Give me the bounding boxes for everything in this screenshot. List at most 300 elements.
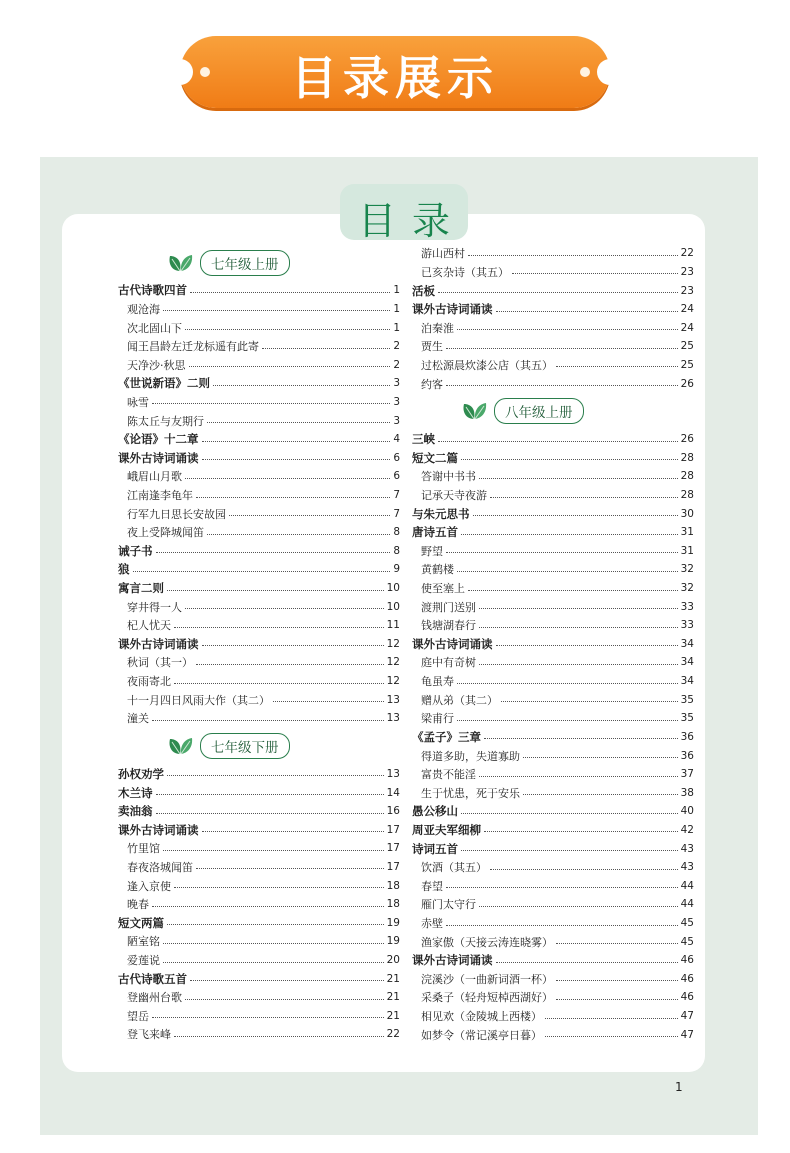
toc-entry-title: 爱莲说: [127, 954, 160, 968]
dot-leader: [167, 775, 384, 776]
toc-item-row[interactable]: [412, 970, 694, 989]
toc-chapter-row[interactable]: [118, 430, 400, 449]
toc-item-row[interactable]: [412, 932, 694, 951]
toc-entry-page: 13: [386, 767, 400, 780]
toc-entry-page: 33: [680, 600, 694, 613]
toc-entry-title: 诗词五首: [412, 841, 458, 856]
toc-item-row[interactable]: [412, 1025, 694, 1044]
toc-entry-page: 13: [386, 712, 400, 725]
toc-item-row[interactable]: [412, 579, 694, 598]
dot-leader: [479, 478, 678, 479]
dot-leader: [202, 645, 384, 646]
toc-entry-title: 游山西村: [421, 247, 465, 261]
toc-chapter-row[interactable]: [118, 969, 400, 988]
toc-item-row[interactable]: [412, 653, 694, 672]
toc-entry-title: 课外古诗词诵读: [412, 953, 493, 968]
toc-entry-title: 陋室铭: [127, 935, 160, 949]
toc-entry-title: 泊秦淮: [421, 321, 454, 335]
toc-entry-page: 46: [680, 991, 694, 1004]
dot-leader: [479, 664, 678, 665]
toc-item-row[interactable]: [118, 876, 400, 895]
dot-leader: [185, 478, 390, 479]
toc-entry-title: 卖油翁: [118, 804, 153, 819]
leaf-icon: [166, 252, 196, 274]
toc-entry-page: 23: [680, 265, 694, 278]
toc-entry-page: 28: [680, 489, 694, 501]
dot-leader: [556, 943, 678, 944]
dot-leader: [156, 813, 384, 814]
toc-item-row[interactable]: [118, 858, 400, 877]
dot-leader: [438, 292, 678, 293]
toc-entry-title: 课外古诗词诵读: [118, 636, 199, 651]
toc-entry-title: 三峡: [412, 432, 435, 447]
toc-item-row[interactable]: [412, 914, 694, 933]
dot-leader: [213, 385, 390, 386]
toc-chapter-row[interactable]: [118, 635, 400, 654]
dot-leader: [438, 441, 678, 442]
dot-leader: [501, 701, 678, 702]
toc-entry-title: 周亚夫军细柳: [412, 822, 481, 837]
toc-entry-page: 19: [386, 935, 400, 948]
toc-entry-title: 秋词（其一）: [127, 656, 193, 670]
toc-entry-page: 12: [386, 637, 400, 650]
toc-entry-page: 3: [393, 395, 400, 408]
dot-leader: [207, 534, 390, 535]
toc-entry-page: 35: [680, 712, 694, 725]
dot-leader: [512, 273, 678, 274]
toc-item-row[interactable]: [118, 523, 400, 542]
toc-entry-title: 古代诗歌四首: [118, 283, 187, 298]
toc-entry-title: 潼关: [127, 712, 149, 726]
toc-entry-title: 渡荆门送别: [421, 600, 476, 614]
toc-item-row[interactable]: [412, 467, 694, 486]
dot-leader: [545, 1018, 678, 1019]
toc-chapter-row[interactable]: [412, 300, 694, 319]
dot-leader: [156, 552, 391, 553]
toc-entry-page: 18: [386, 898, 400, 911]
toc-entry-title: 江南逢李龟年: [127, 489, 193, 502]
toc-entry-page: 4: [393, 433, 400, 446]
grade-heading: [118, 244, 400, 281]
toc-entry-page: 25: [680, 340, 694, 353]
toc-entry-page: 44: [680, 879, 694, 892]
toc-entry-title: 课外古诗词诵读: [118, 822, 199, 837]
toc-entry-title: 答谢中书书: [421, 470, 476, 484]
dot-leader: [479, 776, 678, 777]
toc-entry-title: 活板: [412, 283, 435, 298]
toc-item-row[interactable]: [118, 1007, 400, 1026]
dot-leader: [174, 683, 384, 684]
toc-item-row[interactable]: [118, 895, 400, 914]
toc-item-row[interactable]: [412, 672, 694, 691]
toc-entry-page: 1: [393, 321, 400, 334]
dot-leader: [490, 869, 678, 870]
toc-entry-title: 课外古诗词诵读: [412, 636, 493, 651]
toc-chapter-row[interactable]: [412, 802, 694, 821]
toc-entry-title: 古代诗歌五首: [118, 971, 187, 986]
toc-chapter-row[interactable]: [412, 430, 694, 449]
toc-item-row[interactable]: [118, 988, 400, 1007]
toc-entry-page: 17: [386, 860, 400, 873]
dot-leader: [556, 980, 678, 981]
toc-entry-title: 十一月四日风雨大作（其二）: [127, 693, 270, 707]
dot-leader: [163, 850, 384, 851]
toc-entry-title: 观沧海: [127, 302, 160, 316]
dot-leader: [446, 348, 678, 349]
dot-leader: [556, 366, 678, 367]
toc-title-tab: [340, 184, 468, 243]
toc-chapter-row[interactable]: [412, 951, 694, 970]
header-banner: [180, 36, 610, 108]
dot-leader: [457, 720, 678, 721]
toc-entry-page: 13: [386, 693, 400, 706]
dot-leader: [446, 925, 678, 926]
toc-entry-title: 庭中有奇树: [421, 656, 476, 670]
toc-entry-title: 雁门太守行: [421, 898, 476, 912]
toc-chapter-row[interactable]: [118, 783, 400, 802]
toc-entry-title: 钱塘湖春行: [421, 619, 476, 633]
toc-entry-title: 梁甫行: [421, 712, 454, 726]
leaf-icon: [460, 400, 490, 422]
toc-item-row[interactable]: [412, 616, 694, 635]
toc-item-row[interactable]: [412, 858, 694, 877]
toc-entry-page: 43: [680, 861, 694, 874]
toc-item-row[interactable]: [118, 504, 400, 523]
toc-entry-title: 晚春: [127, 898, 149, 912]
toc-chapter-row[interactable]: [412, 523, 694, 542]
toc-item-row[interactable]: [412, 263, 694, 282]
toc-entry-page: 8: [393, 544, 400, 557]
toc-chapter-row[interactable]: [412, 504, 694, 523]
toc-entry-title: 诫子书: [118, 543, 153, 558]
dot-leader: [461, 850, 678, 851]
toc-entry-title: 约客: [421, 377, 443, 391]
toc-item-row[interactable]: [412, 709, 694, 728]
toc-entry-title: 唐诗五首: [412, 525, 458, 540]
dot-leader: [152, 906, 384, 907]
toc-entry-page: 1: [393, 302, 400, 315]
toc-entry-page: 45: [680, 935, 694, 948]
toc-entry-page: 26: [680, 377, 694, 390]
toc-entry-title: 课外古诗词诵读: [118, 450, 199, 465]
dot-leader: [461, 459, 678, 460]
toc-entry-page: 42: [680, 823, 694, 836]
toc-chapter-row[interactable]: [118, 820, 400, 839]
toc-item-row[interactable]: [412, 318, 694, 337]
toc-chapter-row[interactable]: [118, 448, 400, 467]
toc-item-row[interactable]: [412, 597, 694, 616]
toc-entry-page: 25: [680, 358, 694, 371]
toc-item-row[interactable]: [118, 355, 400, 374]
dot-leader: [167, 590, 384, 591]
toc-item-row[interactable]: [118, 337, 400, 356]
toc-entry-title: 陈太丘与友期行: [127, 414, 204, 428]
toc-item-row[interactable]: [118, 672, 400, 691]
toc-entry-title: 短文两篇: [118, 915, 164, 930]
toc-entry-page: 34: [680, 637, 694, 650]
dot-leader: [461, 534, 678, 535]
toc-item-row[interactable]: [412, 374, 694, 393]
toc-entry-title: 夜雨寄北: [127, 675, 171, 689]
toc-entry-page: 30: [680, 507, 694, 520]
toc-entry-title: 渔家傲（天接云涛连晓雾）: [421, 935, 553, 949]
toc-entry-page: 2: [393, 358, 400, 371]
toc-entry-title: 穿井得一人: [127, 600, 182, 614]
toc-item-row[interactable]: [118, 486, 400, 505]
toc-entry-page: 9: [393, 563, 400, 576]
toc-entry-title: 《论语》十二章: [118, 432, 199, 447]
toc-entry-page: 47: [680, 1010, 694, 1023]
dot-leader: [196, 664, 384, 665]
toc-entry-page: 34: [680, 675, 694, 688]
dot-leader: [167, 924, 384, 925]
toc-item-row[interactable]: [412, 746, 694, 765]
toc-item-row[interactable]: [412, 877, 694, 896]
toc-item-row[interactable]: [412, 337, 694, 356]
toc-entry-page: 46: [680, 972, 694, 985]
toc-entry-page: 47: [680, 1028, 694, 1041]
toc-entry-title: 短文二篇: [412, 450, 458, 465]
toc-entry-title: 龟虽寿: [421, 675, 454, 689]
dot-leader: [174, 627, 384, 628]
toc-entry-title: 登幽州台歌: [127, 991, 182, 1005]
toc-entry-title: 春望: [421, 879, 443, 893]
toc-entry-title: 野望: [421, 544, 443, 558]
toc-entry-page: 28: [680, 470, 694, 483]
toc-entry-title: 春夜洛城闻笛: [127, 860, 193, 874]
toc-item-row[interactable]: [118, 839, 400, 858]
toc-chapter-row[interactable]: [412, 448, 694, 467]
toc-chapter-row[interactable]: [118, 765, 400, 784]
toc-item-row[interactable]: [412, 486, 694, 505]
toc-item-row[interactable]: [412, 1007, 694, 1026]
toc-item-row[interactable]: [118, 467, 400, 486]
toc-entry-page: 35: [680, 693, 694, 706]
dot-leader: [490, 497, 678, 498]
toc-entry-title: 峨眉山月歌: [127, 470, 182, 484]
toc-entry-title: 如梦令（常记溪亭日暮）: [421, 1028, 542, 1042]
dot-leader: [185, 608, 384, 609]
toc-entry-page: 11: [386, 619, 400, 632]
toc-entry-page: 28: [680, 451, 694, 464]
toc-entry-page: 23: [680, 284, 694, 297]
toc-item-row[interactable]: [118, 300, 400, 319]
dot-leader: [484, 738, 678, 739]
toc-chapter-row[interactable]: [412, 821, 694, 840]
toc-entry-page: 44: [680, 898, 694, 911]
dot-leader: [174, 1036, 384, 1037]
dot-leader: [496, 645, 678, 646]
toc-entry-page: 36: [680, 749, 694, 762]
toc-entry-title: 赠从弟（其二）: [421, 693, 498, 707]
toc-chapter-row[interactable]: [118, 560, 400, 579]
dot-leader: [152, 720, 384, 721]
toc-item-row[interactable]: [118, 411, 400, 430]
toc-entry-title: 课外古诗词诵读: [412, 302, 493, 317]
toc-title: 目录: [357, 199, 466, 243]
toc-entry-page: 21: [386, 991, 400, 1004]
toc-chapter-row[interactable]: [118, 802, 400, 821]
dot-leader: [468, 255, 678, 256]
toc-item-row[interactable]: [118, 951, 400, 970]
toc-column-right: [412, 244, 694, 1044]
toc-chapter-row[interactable]: [412, 728, 694, 747]
toc-item-row[interactable]: [412, 783, 694, 802]
toc-chapter-row[interactable]: [118, 281, 400, 300]
toc-entry-title: 饮酒（其五）: [421, 861, 487, 875]
toc-entry-page: 1: [393, 284, 400, 297]
dot-leader: [133, 571, 391, 572]
toc-column-left: [118, 244, 400, 1044]
dot-leader: [163, 310, 390, 311]
toc-entry-title: 咏雪: [127, 395, 149, 409]
toc-item-row[interactable]: [118, 653, 400, 672]
grade-heading: [412, 393, 694, 430]
dot-leader: [545, 1036, 678, 1037]
dot-leader: [262, 348, 390, 349]
toc-chapter-row[interactable]: [118, 579, 400, 598]
dot-leader: [202, 441, 391, 442]
toc-entry-page: 34: [680, 656, 694, 669]
toc-entry-title: 记承天寺夜游: [421, 489, 487, 502]
toc-entry-title: 富贵不能淫: [421, 768, 476, 782]
dot-leader: [556, 999, 678, 1000]
dot-leader: [273, 701, 384, 702]
dot-leader: [189, 366, 391, 367]
toc-item-row[interactable]: [412, 765, 694, 784]
toc-entry-title: 与朱元思书: [412, 506, 470, 521]
toc-chapter-row[interactable]: [118, 542, 400, 561]
toc-entry-page: 19: [386, 916, 400, 929]
toc-entry-title: 次北固山下: [127, 321, 182, 335]
dot-leader: [479, 627, 678, 628]
toc-entry-page: 37: [680, 768, 694, 781]
toc-chapter-row[interactable]: [118, 374, 400, 393]
toc-entry-title: 已亥杂诗（其五）: [421, 265, 509, 279]
toc-entry-title: 愚公移山: [412, 804, 458, 819]
toc-entry-title: 贾生: [421, 340, 443, 354]
dot-leader: [446, 385, 678, 386]
toc-chapter-row[interactable]: [412, 281, 694, 300]
toc-entry-title: 《孟子》三章: [412, 729, 481, 744]
dot-leader: [152, 1017, 384, 1018]
toc-item-row[interactable]: [412, 690, 694, 709]
toc-entry-title: 生于忧患，死于安乐: [421, 786, 520, 800]
toc-entry-title: 孙权劝学: [118, 766, 164, 781]
dot-leader: [185, 999, 384, 1000]
dot-leader: [196, 868, 384, 869]
dot-leader: [196, 497, 390, 498]
dot-leader: [174, 887, 384, 888]
toc-entry-title: 赤壁: [421, 917, 443, 931]
toc-entry-title: 相见欢（金陵城上西楼）: [421, 1010, 542, 1024]
toc-entry-page: 46: [680, 954, 694, 967]
toc-entry-page: 6: [393, 451, 400, 464]
grade-label: 七年级下册: [200, 733, 290, 759]
toc-chapter-row[interactable]: [412, 839, 694, 858]
toc-entry-title: 寓言二则: [118, 581, 164, 596]
toc-item-row[interactable]: [118, 690, 400, 709]
toc-entry-page: 21: [386, 972, 400, 985]
toc-entry-title: 夜上受降城闻笛: [127, 526, 204, 540]
toc-item-row[interactable]: [118, 393, 400, 412]
toc-item-row[interactable]: [412, 244, 694, 263]
toc-item-row[interactable]: [118, 597, 400, 616]
toc-item-row[interactable]: [118, 318, 400, 337]
grade-label: 八年级上册: [494, 398, 584, 424]
dot-leader: [163, 943, 384, 944]
page-number: 1: [675, 1080, 683, 1094]
toc-entry-title: 闻王昌龄左迁龙标遥有此寄: [127, 340, 259, 354]
toc-entry-page: 43: [680, 842, 694, 855]
toc-entry-page: 22: [386, 1028, 400, 1041]
toc-entry-page: 21: [386, 1009, 400, 1022]
toc-item-row[interactable]: [412, 895, 694, 914]
dot-leader: [202, 459, 391, 460]
toc-entry-page: 32: [680, 582, 694, 595]
toc-entry-title: 狼: [118, 562, 130, 577]
toc-entry-title: 采桑子（轻舟短棹西湖好）: [421, 991, 553, 1005]
toc-entry-page: 24: [680, 321, 694, 334]
dot-leader: [468, 590, 678, 591]
toc-item-row[interactable]: [412, 356, 694, 375]
toc-entry-page: 26: [680, 433, 694, 446]
toc-chapter-row[interactable]: [412, 635, 694, 654]
toc-entry-page: 33: [680, 619, 694, 632]
toc-entry-title: 过松源晨炊漆公店（其五）: [421, 358, 553, 372]
dot-leader: [190, 292, 390, 293]
toc-item-row[interactable]: [118, 1025, 400, 1044]
dot-leader: [457, 571, 678, 572]
toc-item-row[interactable]: [118, 709, 400, 728]
toc-entry-title: 《世说新语》二则: [118, 376, 210, 391]
toc-item-row[interactable]: [412, 542, 694, 561]
toc-entry-page: 12: [386, 656, 400, 669]
toc-item-row[interactable]: [412, 988, 694, 1007]
toc-chapter-row[interactable]: [118, 914, 400, 933]
dot-leader: [496, 311, 678, 312]
toc-entry-title: 使至塞上: [421, 582, 465, 596]
toc-entry-page: 32: [680, 563, 694, 576]
toc-item-row[interactable]: [412, 560, 694, 579]
dot-leader: [207, 422, 390, 423]
toc-item-row[interactable]: [118, 616, 400, 635]
toc-entry-page: 18: [386, 879, 400, 892]
dot-leader: [446, 887, 678, 888]
dot-leader: [457, 683, 678, 684]
toc-entry-title: 行军九日思长安故园: [127, 507, 226, 521]
toc-entry-page: 31: [680, 526, 694, 539]
toc-entry-page: 10: [386, 582, 400, 595]
toc-entry-title: 浣溪沙（一曲新词酒一杯）: [421, 972, 553, 986]
toc-entry-title: 杞人忧天: [127, 619, 171, 633]
toc-entry-page: 12: [386, 675, 400, 688]
dot-leader: [479, 906, 678, 907]
toc-entry-page: 3: [393, 414, 400, 427]
toc-entry-title: 逢入京使: [127, 879, 171, 893]
grade-heading: [118, 728, 400, 765]
dot-leader: [479, 608, 678, 609]
toc-item-row[interactable]: [118, 932, 400, 951]
toc-entry-page: 45: [680, 917, 694, 930]
toc-entry-page: 7: [393, 507, 400, 520]
toc-entry-page: 16: [386, 805, 400, 818]
toc-entry-page: 3: [393, 377, 400, 390]
dot-leader: [473, 515, 678, 516]
toc-entry-title: 登飞来峰: [127, 1028, 171, 1042]
dot-leader: [202, 831, 384, 832]
toc-entry-page: 8: [393, 526, 400, 539]
